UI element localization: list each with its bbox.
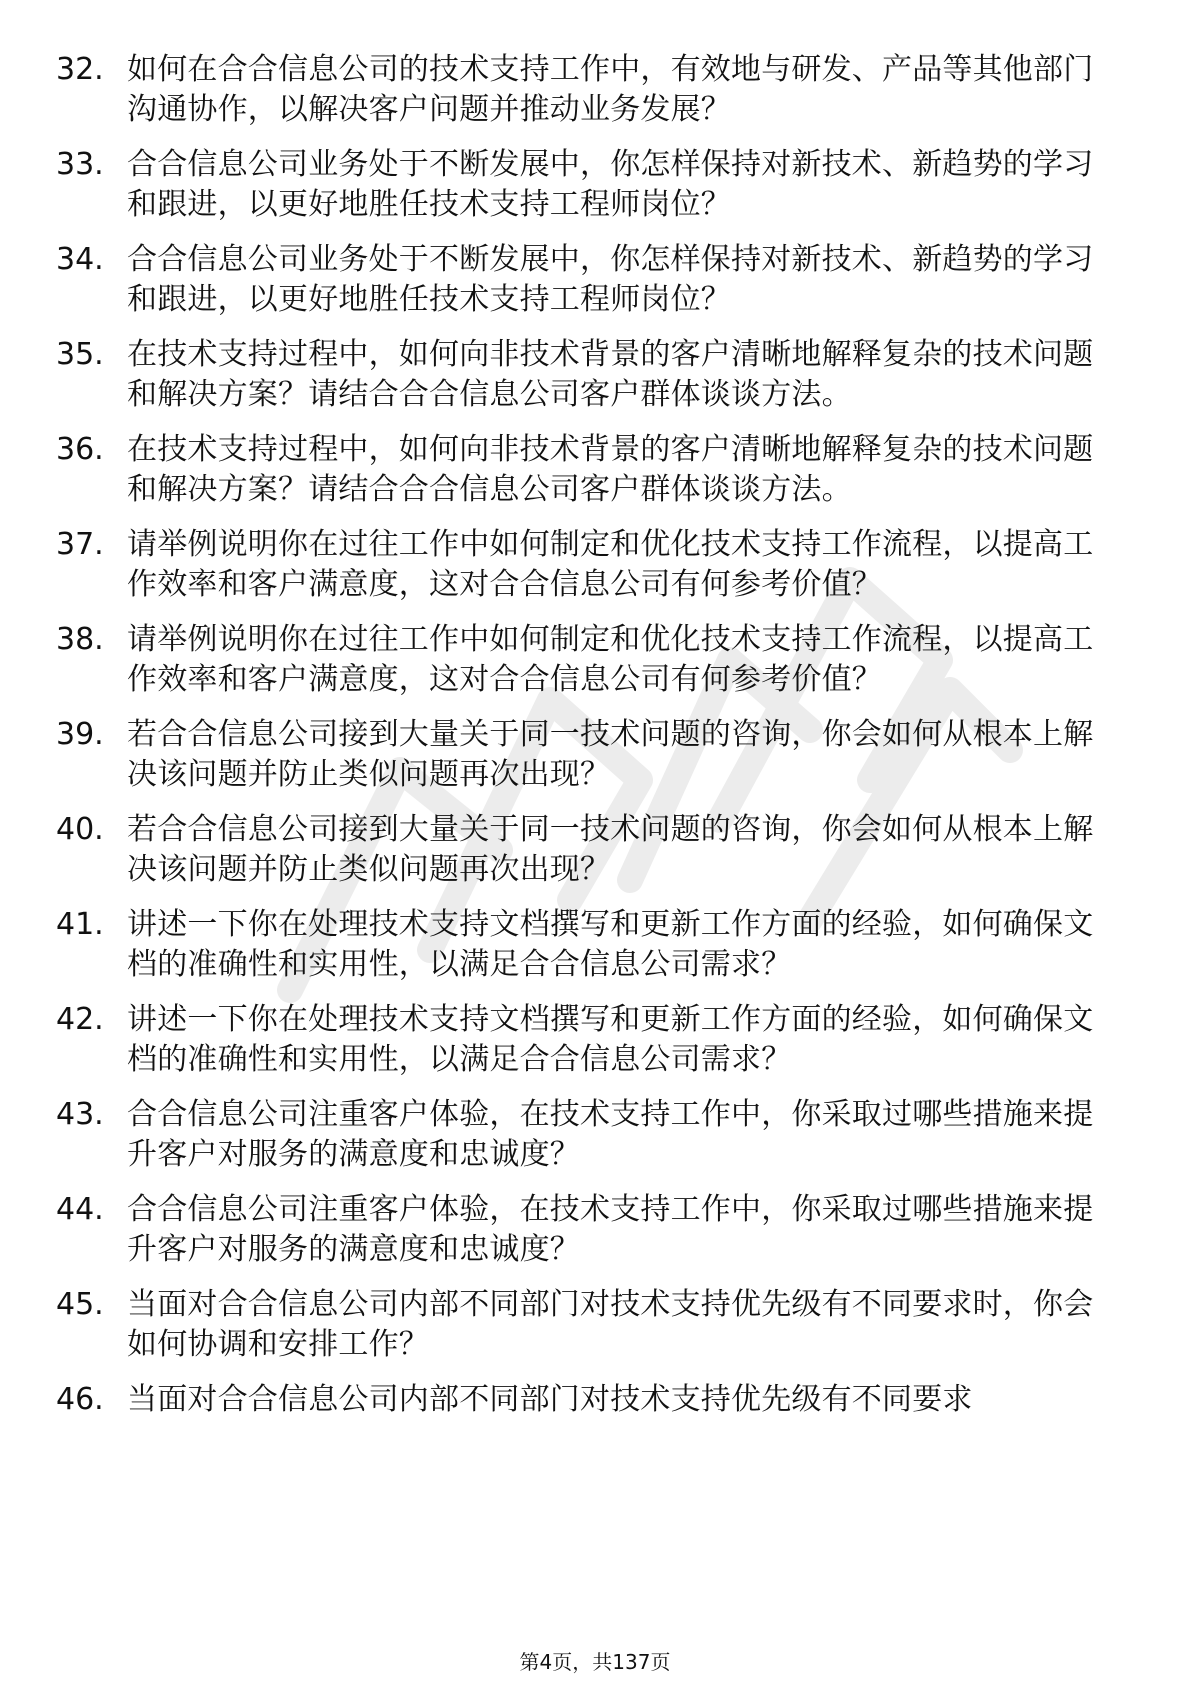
question-item <box>0 145 1190 225</box>
question-number: 38. <box>56 622 104 657</box>
question-item <box>0 1380 1190 1420</box>
question-text: 在技术支持过程中，如何向非技术背景的客户清晰地解释复杂的技术问题和解决方案？请结合合合信息公司客户群体谈谈方法。 <box>127 432 1094 507</box>
question-number: 42. <box>56 1002 104 1037</box>
question-item <box>0 810 1190 890</box>
question-item <box>0 50 1190 130</box>
question-number: 32. <box>56 52 104 87</box>
question-item <box>0 1285 1190 1365</box>
question-number: 33. <box>56 147 104 182</box>
question-text: 合合信息公司业务处于不断发展中，你怎样保持对新技术、新趋势的学习和跟进，以更好地胜任技术支持工程师岗位？ <box>127 147 1094 222</box>
question-number: 43. <box>56 1097 104 1132</box>
question-item <box>0 1095 1190 1175</box>
question-number: 37. <box>56 527 104 562</box>
question-item <box>0 905 1190 985</box>
question-list <box>0 50 1190 1435</box>
question-text: 讲述一下你在处理技术支持文档撰写和更新工作方面的经验，如何确保文档的准确性和实用性，以满足合合信息公司需求？ <box>127 1002 1094 1077</box>
question-text: 请举例说明你在过往工作中如何制定和优化技术支持工作流程，以提高工作效率和客户满意度，这对合合信息公司有何参考价值？ <box>127 527 1094 602</box>
question-item <box>0 240 1190 320</box>
question-text: 请举例说明你在过往工作中如何制定和优化技术支持工作流程，以提高工作效率和客户满意度，这对合合信息公司有何参考价值？ <box>127 622 1094 697</box>
question-item <box>0 430 1190 510</box>
question-text: 在技术支持过程中，如何向非技术背景的客户清晰地解释复杂的技术问题和解决方案？请结合合合信息公司客户群体谈谈方法。 <box>127 337 1094 412</box>
question-item <box>0 1000 1190 1080</box>
question-text: 若合合信息公司接到大量关于同一技术问题的咨询，你会如何从根本上解决该问题并防止类似问题再次出现？ <box>127 812 1094 887</box>
question-number: 44. <box>56 1192 104 1227</box>
question-number: 46. <box>56 1382 104 1417</box>
question-number: 35. <box>56 337 104 372</box>
question-text: 当面对合合信息公司内部不同部门对技术支持优先级有不同要求 <box>127 1382 973 1417</box>
question-number: 45. <box>56 1287 104 1322</box>
question-text: 若合合信息公司接到大量关于同一技术问题的咨询，你会如何从根本上解决该问题并防止类似问题再次出现？ <box>127 717 1094 792</box>
question-item <box>0 525 1190 605</box>
question-text: 合合信息公司注重客户体验，在技术支持工作中，你采取过哪些措施来提升客户对服务的满意度和忠诚度？ <box>127 1192 1094 1267</box>
page-footer: 第4页，共137页 <box>519 1650 671 1674</box>
question-number: 39. <box>56 717 104 752</box>
question-number: 41. <box>56 907 104 942</box>
question-number: 36. <box>56 432 104 467</box>
question-text: 合合信息公司注重客户体验，在技术支持工作中，你采取过哪些措施来提升客户对服务的满意度和忠诚度？ <box>127 1097 1094 1172</box>
question-item <box>0 335 1190 415</box>
question-text: 讲述一下你在处理技术支持文档撰写和更新工作方面的经验，如何确保文档的准确性和实用性，以满足合合信息公司需求？ <box>127 907 1094 982</box>
question-number: 34. <box>56 242 104 277</box>
question-item <box>0 620 1190 700</box>
question-item <box>0 715 1190 795</box>
question-item <box>0 1190 1190 1270</box>
question-text: 如何在合合信息公司的技术支持工作中，有效地与研发、产品等其他部门沟通协作，以解决客户问题并推动业务发展？ <box>127 52 1094 127</box>
question-text: 当面对合合信息公司内部不同部门对技术支持优先级有不同要求时，你会如何协调和安排工作？ <box>127 1287 1094 1362</box>
question-number: 40. <box>56 812 104 847</box>
question-text: 合合信息公司业务处于不断发展中，你怎样保持对新技术、新趋势的学习和跟进，以更好地胜任技术支持工程师岗位？ <box>127 242 1094 317</box>
